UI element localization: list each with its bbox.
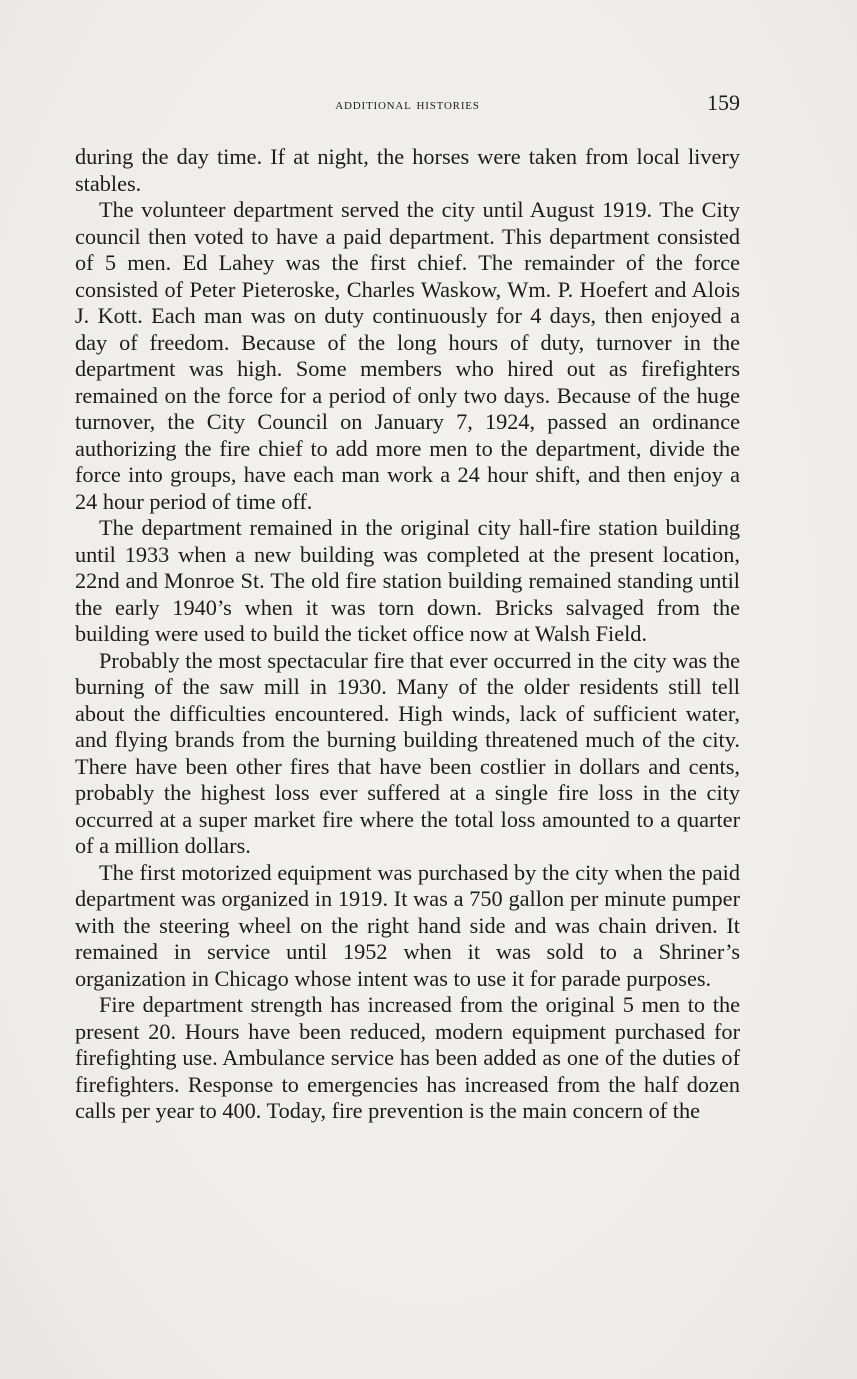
body-text [75, 144, 740, 1125]
paragraph-paid-department: The volunteer department served the city until August 1919. The City council then voted to have a paid department. This department consisted of 5 men. Ed Lahey was the first chief. The remainder of the force consisted of Peter Pieteroske, Charles Waskow, Wm. P. Hoefert and Alois J. Kott. Each man was on duty continuously for 4 days, then enjoyed a day of freedom. Because of the long hours of duty, turnover in the department was high. Some members who hired out as firefighters remained on the force for a period of only two days. Because of the huge turnover, the City Council on January 7, 1924, passed an ordinance authorizing the fire chief to add more men to the department, divide the force into groups, have each man work a 24 hour shift, and then enjoy a 24 hour period of time off. [75, 197, 740, 514]
paragraph-department-strength: Fire department strength has increased from the original 5 men to the present 20. Hours have been reduced, modern equipment purchased for firefighting use. Ambulance service has been added as one of the duties of firefighters. Response to emergencies has increased from the half dozen calls per year to 400. Today, fire prevention is the main concern of the [75, 992, 740, 1123]
running-head: additional histories [335, 96, 480, 113]
paragraph-saw-mill-fire: Probably the most spectacular fire that ever occurred in the city was the burning of the saw mill in 1930. Many of the older residents still tell about the difficulties encountered. High winds, lack of sufficient water, and flying brands from the burning building threatened much of the city. There have been other fires that have been costlier in dollars and cents, probably the highest loss ever suffered at a single fire loss in the city occurred at a super market fire where the total loss amounted to a quarter of a million dollars. [75, 647, 740, 858]
paragraph-motorized-equipment: The first motorized equipment was purchased by the city when the paid department was organized in 1919. It was a 750 gallon per minute pumper with the steering wheel on the right hand side and was chain driven. It remained in service until 1952 when it was sold to a Shriner’s organization in Chicago whose intent was to use it for parade purposes. [75, 859, 740, 991]
page-number: 159 [707, 90, 740, 115]
page-header [75, 90, 740, 124]
paragraph-fire-station: The department remained in the original city hall-fire station building until 1933 when a new building was completed at the present location, 22nd and Monroe St. The old fire station building remained standing until the early 1940’s when it was torn down. Bricks salvaged from the building were used to build the ticket office now at Walsh Field. [75, 515, 740, 646]
paragraph-continued: during the day time. If at night, the horses were taken from local livery stables. [75, 144, 740, 196]
